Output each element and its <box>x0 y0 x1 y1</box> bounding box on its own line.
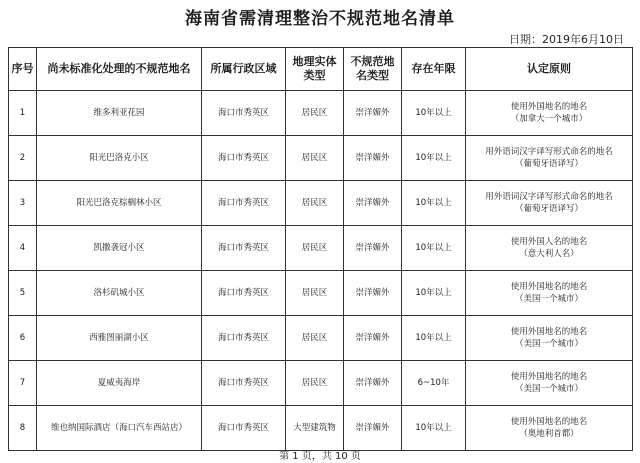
cell-seq: 5 <box>9 271 37 316</box>
table-row <box>9 136 633 181</box>
cell-seq: 3 <box>9 181 37 226</box>
principle-text: 用外语词汉字译写形式命名的地名 <box>485 147 613 157</box>
cell-place-name: 夏威夷海岸 <box>37 361 202 406</box>
cell-years: 10年以上 <box>402 91 466 136</box>
document-date: 日期：2019年6月10日 <box>509 33 624 46</box>
cell-principle <box>466 271 633 316</box>
cell-entity-type: 居民区 <box>286 361 344 406</box>
cell-entity-type: 居民区 <box>286 226 344 271</box>
cell-years: 10年以上 <box>402 406 466 451</box>
cell-principle <box>466 361 633 406</box>
cell-principle <box>466 406 633 451</box>
cell-years: 6~10年 <box>402 361 466 406</box>
header-seq: 序号 <box>9 48 37 91</box>
cell-place-name: 凯撒袭冠小区 <box>37 226 202 271</box>
cell-entity-type: 居民区 <box>286 271 344 316</box>
principle-note: （葡萄牙语译写） <box>514 159 583 169</box>
principle-note: （加拿大一个城市） <box>510 114 588 124</box>
principle-text: 使用外国地名的地名 <box>510 327 588 337</box>
cell-irregular-type: 崇洋媚外 <box>344 406 402 451</box>
table-row <box>9 271 633 316</box>
header-entity-type: 地理实体类型 <box>286 48 344 91</box>
cell-seq: 2 <box>9 136 37 181</box>
cell-place-name: 西雅图丽湖小区 <box>37 316 202 361</box>
cell-principle <box>466 136 633 181</box>
cell-entity-type: 大型建筑物 <box>286 406 344 451</box>
principle-text: 使用外国地名的地名 <box>510 417 588 427</box>
cell-region: 海口市秀英区 <box>202 406 286 451</box>
cell-region: 海口市秀英区 <box>202 181 286 226</box>
cell-entity-type: 居民区 <box>286 91 344 136</box>
cell-principle <box>466 181 633 226</box>
cell-region: 海口市秀英区 <box>202 316 286 361</box>
cell-region: 海口市秀英区 <box>202 136 286 181</box>
cell-years: 10年以上 <box>402 226 466 271</box>
cell-seq: 4 <box>9 226 37 271</box>
page-indicator: 第 1 页，共 10 页 <box>279 451 361 462</box>
cell-irregular-type: 崇洋媚外 <box>344 91 402 136</box>
table-row <box>9 181 633 226</box>
cell-years: 10年以上 <box>402 181 466 226</box>
principle-text: 使用外国地名的地名 <box>510 372 588 382</box>
principle-note: （美国一个城市） <box>514 384 583 394</box>
cell-seq: 8 <box>9 406 37 451</box>
cell-principle <box>466 316 633 361</box>
table-row <box>9 91 633 136</box>
place-name-table <box>8 47 633 451</box>
principle-text: 使用外国人名的地名 <box>510 237 588 247</box>
cell-place-name: 维也纳国际酒店（海口汽车西站店） <box>37 406 202 451</box>
table-header-row <box>9 48 633 91</box>
principle-note: （意大利人名） <box>519 249 579 259</box>
table-row <box>9 361 633 406</box>
cell-seq: 1 <box>9 91 37 136</box>
principle-text: 使用外国地名的地名 <box>510 282 588 292</box>
principle-note: （葡萄牙语译写） <box>514 204 583 214</box>
cell-irregular-type: 崇洋媚外 <box>344 361 402 406</box>
table-row <box>9 316 633 361</box>
cell-region: 海口市秀英区 <box>202 226 286 271</box>
cell-seq: 7 <box>9 361 37 406</box>
cell-region: 海口市秀英区 <box>202 91 286 136</box>
document-title: 海南省需清理整治不规范地名清单 <box>185 9 455 29</box>
cell-place-name: 阳光巴洛克棕榈林小区 <box>37 181 202 226</box>
cell-irregular-type: 崇洋媚外 <box>344 136 402 181</box>
cell-principle <box>466 226 633 271</box>
principle-note: （美国一个城市） <box>514 339 583 349</box>
principle-note: （美国一个城市） <box>514 294 583 304</box>
cell-place-name: 维多利亚花园 <box>37 91 202 136</box>
cell-entity-type: 居民区 <box>286 316 344 361</box>
cell-seq: 6 <box>9 316 37 361</box>
cell-years: 10年以上 <box>402 136 466 181</box>
cell-irregular-type: 崇洋媚外 <box>344 316 402 361</box>
header-irregular-type: 不规范地名类型 <box>344 48 402 91</box>
cell-place-name: 阳光巴洛克小区 <box>37 136 202 181</box>
cell-irregular-type: 崇洋媚外 <box>344 226 402 271</box>
principle-text: 使用外国地名的地名 <box>510 102 588 112</box>
cell-entity-type: 居民区 <box>286 136 344 181</box>
cell-region: 海口市秀英区 <box>202 271 286 316</box>
cell-years: 10年以上 <box>402 271 466 316</box>
header-region: 所属行政区域 <box>202 48 286 91</box>
cell-principle <box>466 91 633 136</box>
cell-irregular-type: 崇洋媚外 <box>344 181 402 226</box>
cell-years: 10年以上 <box>402 316 466 361</box>
cell-entity-type: 居民区 <box>286 181 344 226</box>
cell-irregular-type: 崇洋媚外 <box>344 271 402 316</box>
table-row <box>9 406 633 451</box>
table-row <box>9 226 633 271</box>
cell-place-name: 洛杉矶城小区 <box>37 271 202 316</box>
header-years: 存在年限 <box>402 48 466 91</box>
cell-region: 海口市秀英区 <box>202 361 286 406</box>
header-principle: 认定原则 <box>466 48 633 91</box>
principle-text: 用外语词汉字译写形式命名的地名 <box>485 192 613 202</box>
principle-note: （奥地利首都） <box>519 429 579 439</box>
header-name: 尚未标准化处理的不规范地名 <box>37 48 202 91</box>
